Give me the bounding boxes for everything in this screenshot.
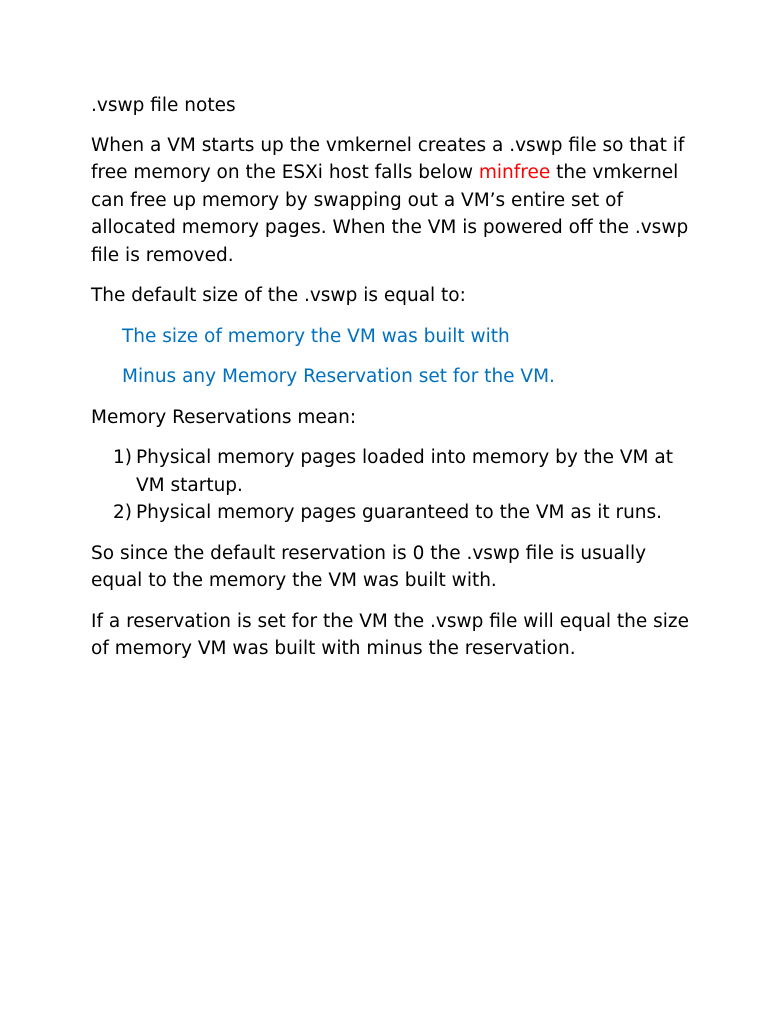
list-item-number: 1) xyxy=(113,447,132,468)
list-item-text: Physical memory pages loaded into memory by the VM at VM startup. xyxy=(136,447,673,496)
list-item-number: 2) xyxy=(113,502,132,523)
reservations-heading: Memory Reservations mean: xyxy=(91,406,357,428)
intro-paragraph xyxy=(91,132,691,270)
document-title: .vswp file notes xyxy=(91,95,236,116)
reservations-list xyxy=(91,444,691,527)
minfree-highlight: minfree xyxy=(478,162,551,183)
reservation-set-note: If a reservation is set for the VM the .vswp file will equal the size of memory VM was built with minus the reservation. xyxy=(91,610,690,659)
formula-line-1: The size of memory the VM was built with xyxy=(122,325,510,347)
default-size-heading: The default size of the .vswp is equal to: xyxy=(91,285,466,306)
intro-text-part2: the vmkernel can free up memory by swapping out a VM’s entire set of allocated memory pages. When the VM is powered off the .vswp file is removed. xyxy=(91,162,689,266)
default-reservation-note: So since the default reservation is 0 the .vswp file is usually equal to the memory the VM was built with. xyxy=(91,542,647,591)
list-item-text: Physical memory pages guaranteed to the VM as it runs. xyxy=(136,502,663,523)
list-item xyxy=(91,499,691,527)
list-item xyxy=(91,444,691,499)
intro-text-part1: When a VM starts up the vmkernel creates a .vswp file so that if free memory on the ESXi host falls below xyxy=(91,134,685,183)
formula-line-2: Minus any Memory Reservation set for the VM. xyxy=(122,366,555,387)
document-page xyxy=(91,92,691,676)
